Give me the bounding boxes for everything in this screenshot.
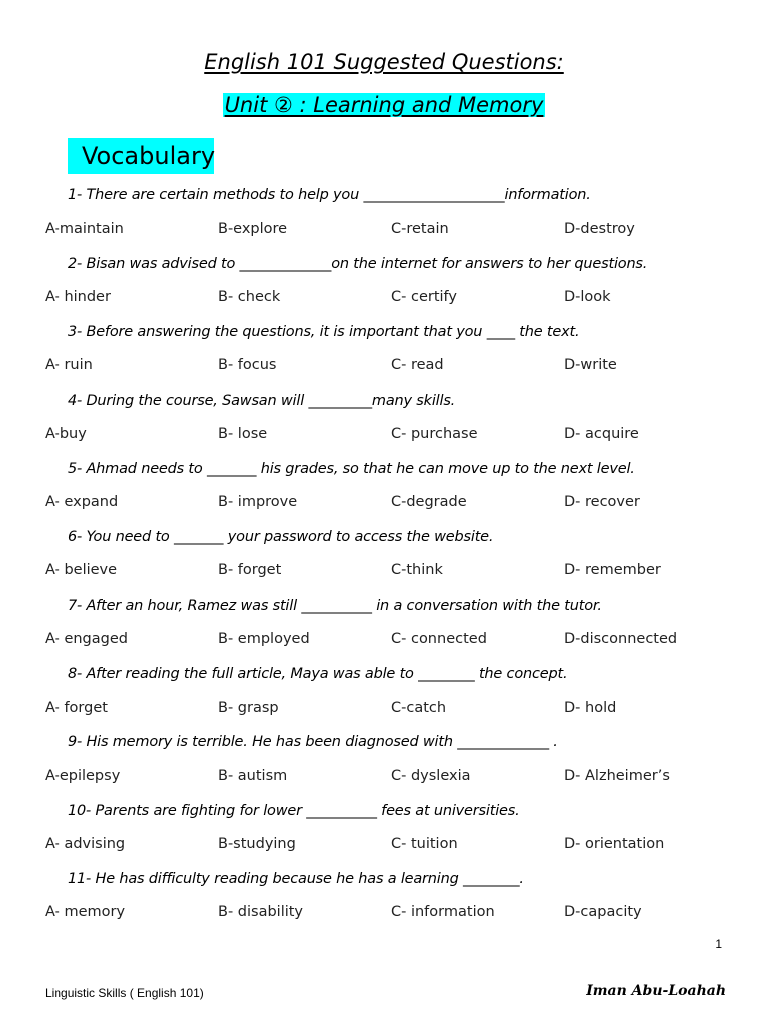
option-c: C- read <box>391 357 444 373</box>
option-a: A- memory <box>45 904 126 920</box>
option-c: C- information <box>391 904 495 920</box>
option-c: C- purchase <box>391 426 478 442</box>
options-row-6 <box>45 562 745 582</box>
question-1: 1- There are certain methods to help you ____________________information. <box>68 187 591 203</box>
question-11: 11- He has difficulty reading because he has a learning ________. <box>68 871 524 887</box>
footer-course-label: Linguistic Skills ( English 101) <box>45 986 204 1000</box>
option-a: A- forget <box>45 700 108 716</box>
option-d: D- recover <box>564 494 640 510</box>
option-d: D-destroy <box>564 221 635 237</box>
option-b: B- lose <box>218 426 268 442</box>
option-a: A- engaged <box>45 631 128 647</box>
question-9: 9- His memory is terrible. He has been diagnosed with _____________ . <box>68 734 558 750</box>
section-heading-label: Vocabulary <box>82 142 216 170</box>
option-b: B- autism <box>218 768 288 784</box>
option-a: A- ruin <box>45 357 93 373</box>
option-a: A-buy <box>45 426 87 442</box>
option-d: D- orientation <box>564 836 665 852</box>
document-title-text: English 101 Suggested Questions: <box>204 50 564 74</box>
option-b: B-explore <box>218 221 288 237</box>
question-8: 8- After reading the full article, Maya was able to ________ the concept. <box>68 666 568 682</box>
option-a: A- hinder <box>45 289 111 305</box>
option-c: C-retain <box>391 221 449 237</box>
options-row-11 <box>45 904 745 924</box>
question-2: 2- Bisan was advised to _____________on the internet for answers to her questions. <box>68 256 648 272</box>
question-6: 6- You need to _______ your password to access the website. <box>68 529 494 545</box>
options-row-10 <box>45 836 745 856</box>
option-b: B- disability <box>218 904 304 920</box>
options-row-4 <box>45 426 745 446</box>
question-3: 3- Before answering the questions, it is important that you ____ the text. <box>68 324 580 340</box>
options-row-7 <box>45 631 745 651</box>
option-c: C-degrade <box>391 494 467 510</box>
question-4: 4- During the course, Sawsan will _________many skills. <box>68 393 456 409</box>
option-d: D-write <box>564 357 617 373</box>
option-a: A- expand <box>45 494 119 510</box>
document-title <box>0 50 768 74</box>
option-c: C-catch <box>391 700 447 716</box>
options-row-2 <box>45 289 745 309</box>
options-row-5 <box>45 494 745 514</box>
options-row-9 <box>45 768 745 788</box>
option-d: D- remember <box>564 562 661 578</box>
option-d: D- hold <box>564 700 617 716</box>
options-row-8 <box>45 700 745 720</box>
options-row-1 <box>45 221 745 241</box>
option-c: C- certify <box>391 289 457 305</box>
question-5: 5- Ahmad needs to _______ his grades, so that he can move up to the next level. <box>68 461 635 477</box>
options-row-3 <box>45 357 745 377</box>
option-d: D- Alzheimer’s <box>564 768 670 784</box>
option-a: A- believe <box>45 562 118 578</box>
page-number: 1 <box>715 937 722 951</box>
question-10: 10- Parents are fighting for lower __________ fees at universities. <box>68 803 520 819</box>
option-b: B- forget <box>218 562 282 578</box>
option-a: A-epilepsy <box>45 768 121 784</box>
option-b: B- grasp <box>218 700 279 716</box>
option-b: B- focus <box>218 357 277 373</box>
option-a: A-maintain <box>45 221 124 237</box>
option-d: D-capacity <box>564 904 642 920</box>
option-a: A- advising <box>45 836 126 852</box>
option-c: C- connected <box>391 631 487 647</box>
option-b: B-studying <box>218 836 296 852</box>
option-b: B- improve <box>218 494 298 510</box>
option-d: D- acquire <box>564 426 639 442</box>
option-d: D-look <box>564 289 611 305</box>
question-7: 7- After an hour, Ramez was still __________ in a conversation with the tutor. <box>68 598 602 614</box>
option-d: D-disconnected <box>564 631 678 647</box>
footer-author-signature: Iman Abu-Loahah <box>586 983 726 999</box>
option-b: B- check <box>218 289 281 305</box>
option-c: C- dyslexia <box>391 768 471 784</box>
option-b: B- employed <box>218 631 310 647</box>
option-c: C- tuition <box>391 836 458 852</box>
unit-heading <box>0 93 768 117</box>
section-heading-vocabulary <box>68 138 214 174</box>
unit-heading-text: Unit ② : Learning and Memory <box>224 93 544 117</box>
option-c: C-think <box>391 562 443 578</box>
